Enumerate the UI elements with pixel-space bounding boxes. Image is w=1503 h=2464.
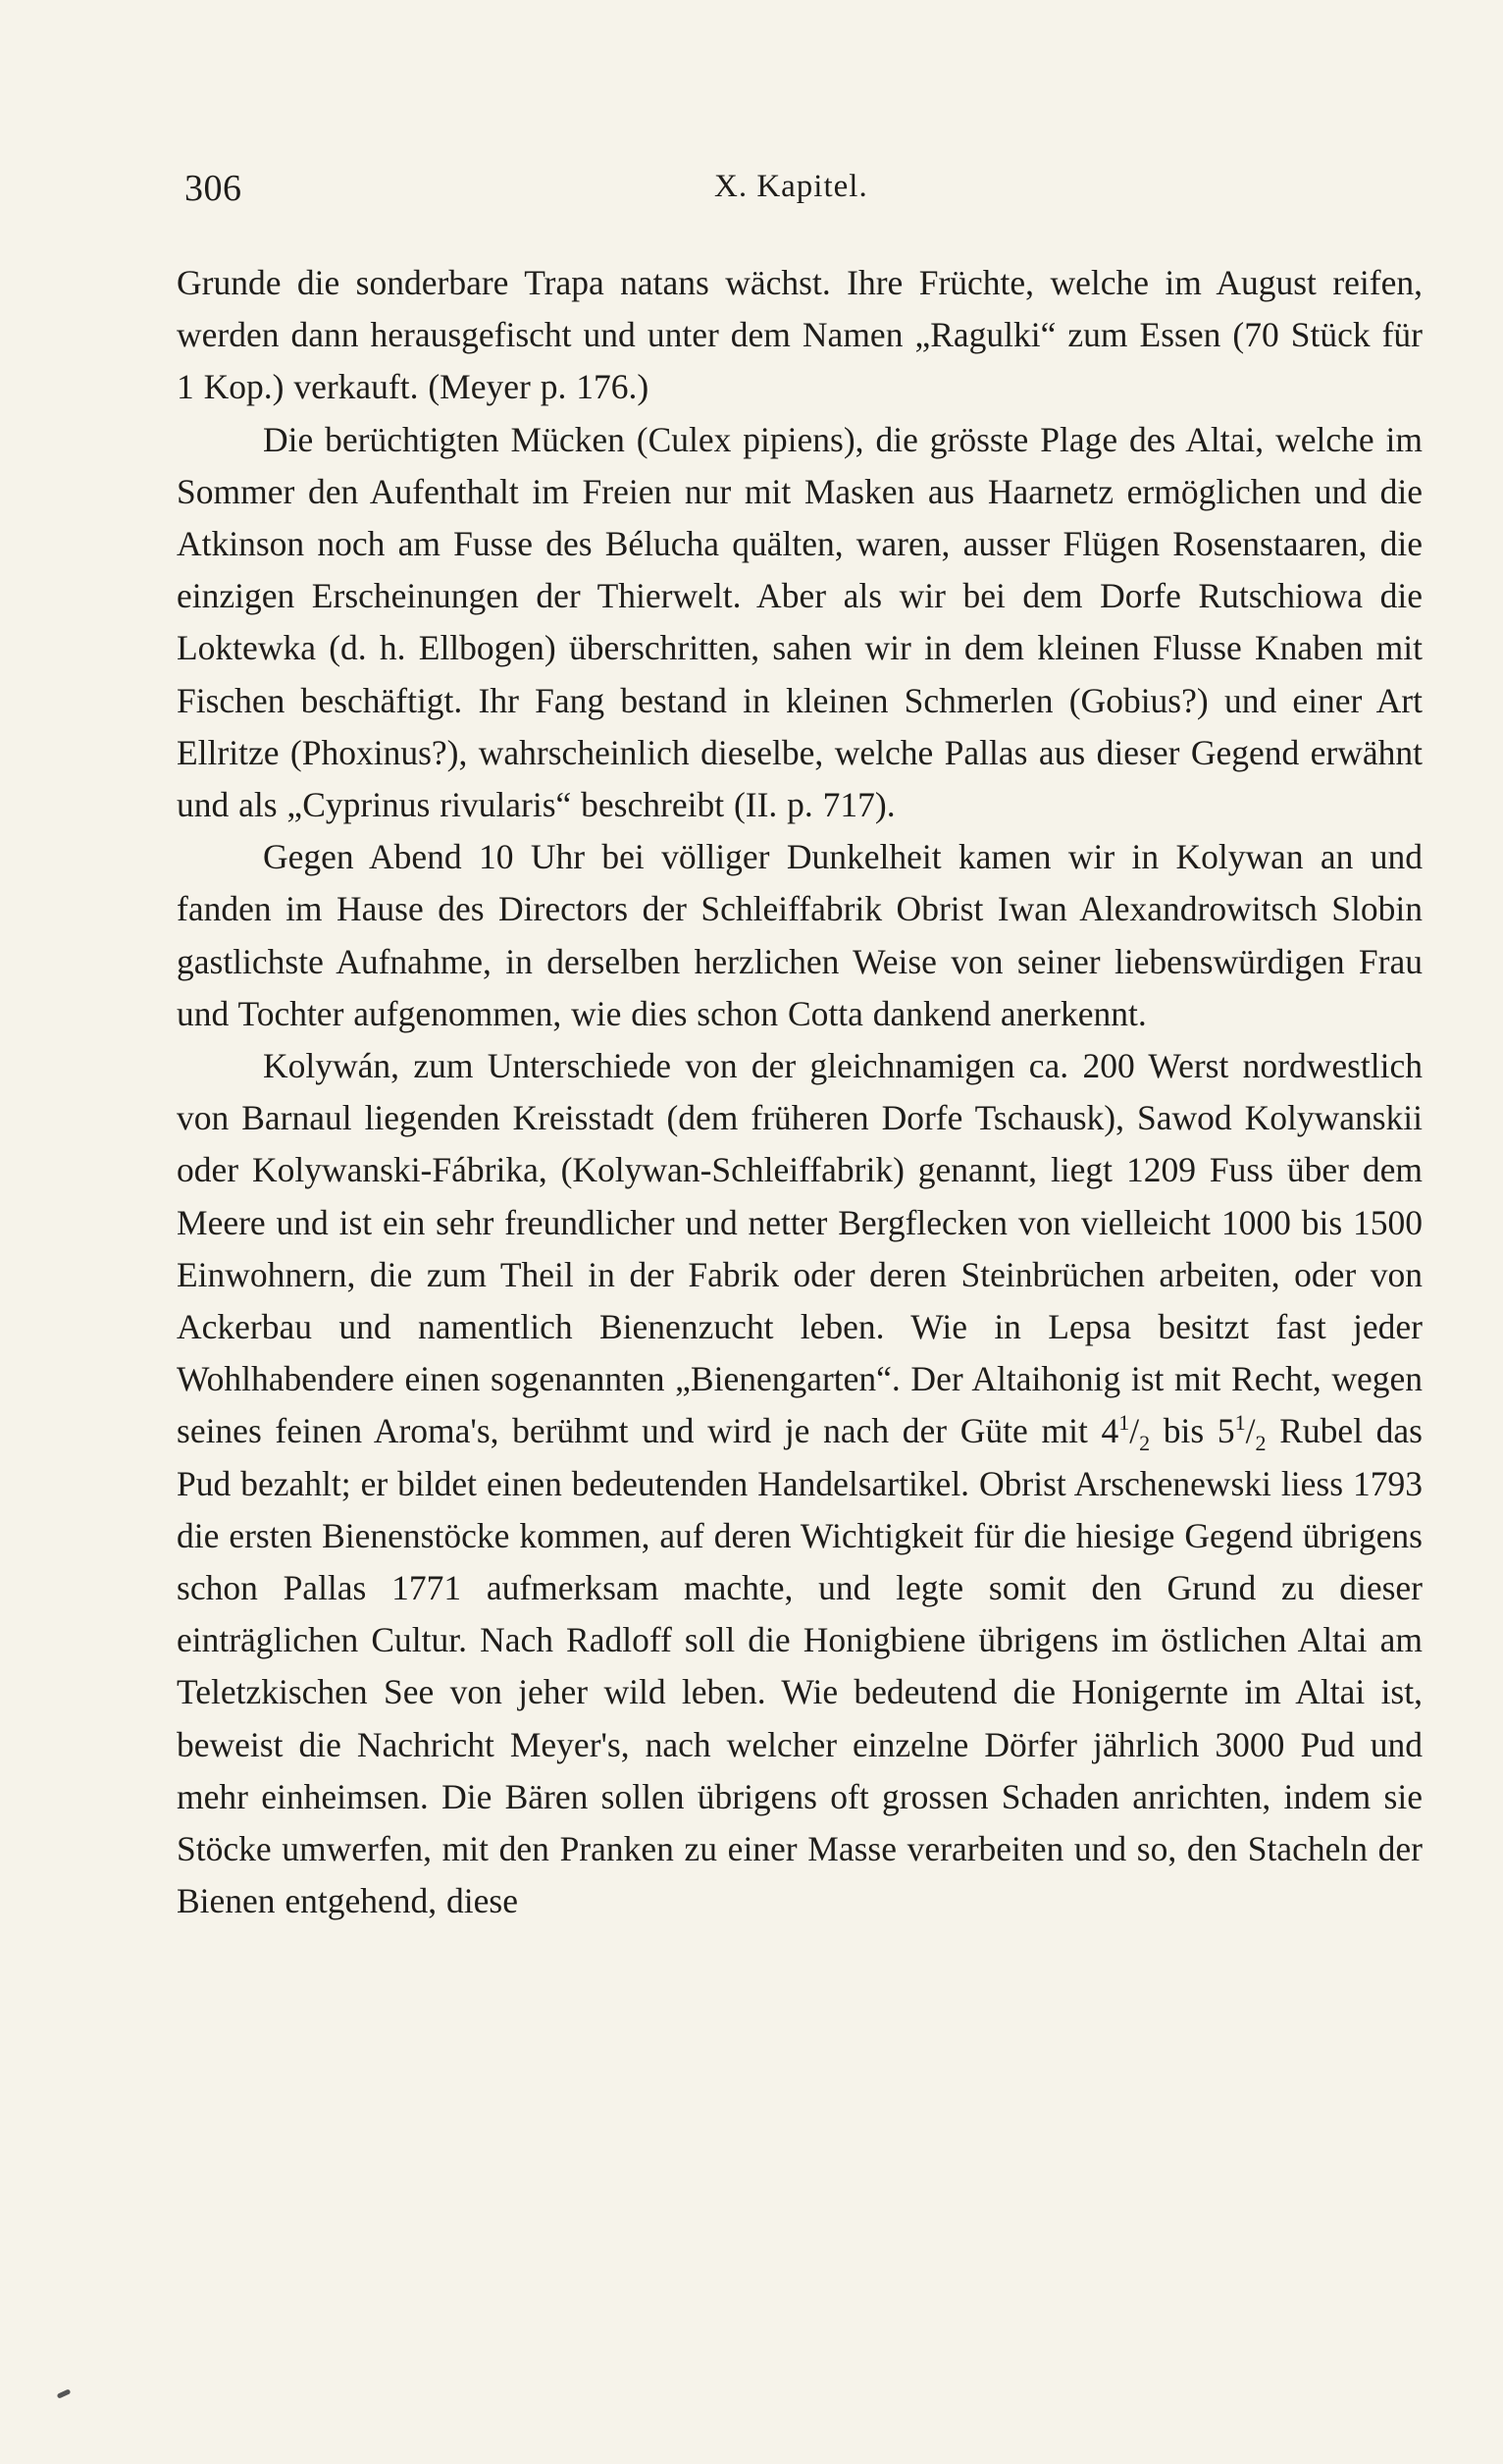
paragraph-4-text-c: Rubel das Pud bezahlt; er bildet einen bedeutenden Handelsartikel. Obrist Arschenewski liess 1793 die ersten Bienenstöcke kommen, auf deren Wichtigkeit für die hiesige Gegend übrigens schon Pallas 1771 aufmerksam machte, und legte somit den Grund zu dieser einträglichen Cultur. Nach Radloff soll die Honigbiene übrigens im östlichen Altai am Teletzkischen See von jeher wild leben. Wie bedeutend die Honigernte im Altai ist, beweist die Nachricht Meyer's, nach welcher einzelne Dörfer jährlich 3000 Pud und mehr einheimsen. Die Bären sollen übrigens oft grossen Schaden anrichten, indem sie Stöcke umwerfen, mit den Pranken zu einer Masse verarbeiten und so, den Stacheln der Bienen entgehend, diese — [177, 1411, 1423, 1921]
paragraph-4-text-a: Kolywán, zum Unterschiede von der gleichnamigen ca. 200 Werst nordwestlich von Barnaul liegenden Kreisstadt (dem früheren Dorfe Tschausk), Sawod Kolywanskii oder Kolywanski-Fábrika, (Kolywan-Schleiffabrik) genannt, liegt 1209 Fuss über dem Meere und ist ein sehr freundlicher und netter Bergflecken von vielleicht 1000 bis 1500 Einwohnern, die zum Theil in der Fabrik oder deren Steinbrüchen arbeiten, oder von Ackerbau und namentlich Bienenzucht leben. Wie in Lepsa besitzt fast jeder Wohlhabendere einen sogenannten „Bienengarten“. Der Altaihonig ist mit Recht, wegen seines feinen Aroma's, berühmt und wird je nach der Güte mit 4 — [177, 1046, 1423, 1451]
page-header — [184, 167, 1423, 216]
paragraph-4: Kolywán, zum Unterschiede von der gleichnamigen ca. 200 Werst nordwestlich von Barnaul liegenden Kreisstadt (dem früheren Dorfe Tschausk), Sawod Kolywanskii oder Kolywanski-Fábrika, (Kolywan-Schleiffabrik) genannt, liegt 1209 Fuss über dem Meere und ist ein sehr freundlicher und netter Bergflecken von vielleicht 1000 bis 1500 Einwohnern, die zum Theil in der Fabrik oder deren Steinbrüchen arbeiten, oder von Ackerbau und namentlich Bienenzucht leben. Wie in Lepsa besitzt fast jeder Wohlhabendere einen sogenannten „Bienengarten“. Der Altaihonig ist mit Recht, wegen seines feinen Aroma's, berühmt und wird je nach der Güte mit $4^1/_2$ bis $5^1/_2$ Rubel das Pud bezahlt; er bildet einen bedeutenden Handelsartikel. Obrist Arschenewski liess 1793 die ersten Bienenstöcke kommen, auf deren Wichtigkeit für die hiesige Gegend übrigens schon Pallas 1771 aufmerksam machte, und legte somit den Grund zu dieser einträglichen Cultur. Nach Radloff soll die Honigbiene übrigens im östlichen Altai am Teletzkischen See von jeher wild leben. Wie bedeutend die Honigernte im Altai ist, beweist die Nachricht Meyer's, nach welcher einzelne Dörfer jährlich 3000 Pud und mehr einheimsen. Die Bären sollen übrigens oft grossen Schaden anrichten, indem sie Stöcke umwerfen, mit den Pranken zu einer Masse verarbeiten und so, den Stacheln der Bienen entgehend, diese — [177, 1046, 1423, 1921]
fraction-1-denominator: 2 — [1139, 1431, 1151, 1456]
paragraph-2: Die berüchtigten Mücken (Culex pipiens), die grösste Plage des Altai, welche im Sommer den Aufenthalt im Freien nur mit Masken aus Haarnetz ermöglichen und die Atkinson noch am Fusse des Bélucha quälten, waren, ausser Flügen Rosenstaaren, die einzigen Erscheinungen der Thierwelt. Aber als wir bei dem Dorfe Rutschiowa die Loktewka (d. h. Ellbogen) überschritten, sahen wir in dem kleinen Flusse Knaben mit Fischen beschäftigt. Ihr Fang bestand in kleinen Schmerlen (Gobius?) und einer Art Ellritze (Phoxinus?), wahrscheinlich dieselbe, welche Pallas aus dieser Gegend erwähnt und als „Cyprinus rivularis“ beschreibt (II. p. 717). — [177, 419, 1423, 825]
fraction-1-numerator: 1 — [1118, 1410, 1130, 1436]
page-number: 306 — [184, 168, 242, 209]
paragraph-1: Grunde die sonderbare Trapa natans wächst. Ihre Früchte, welche im August reifen, werden dann herausgefischt und unter dem Namen „Ragulki“ zum Essen (70 Stück für 1 Kop.) verkauft. (Meyer p. 176.) — [177, 263, 1423, 407]
ink-mark — [57, 2388, 72, 2398]
body-text — [177, 257, 1423, 1928]
paragraph-4-text-b: bis 5 — [1150, 1411, 1235, 1451]
running-head: X. Kapitel. — [714, 169, 868, 204]
fraction-2-denominator: 2 — [1255, 1431, 1267, 1456]
paragraph-3: Gegen Abend 10 Uhr bei völliger Dunkelheit kamen wir in Kolywan an und fanden im Hause des Directors der Schleiffabrik Obrist Iwan Alexandrowitsch Slobin gastlichste Aufnahme, in derselben herzlichen Weise von seiner liebenswürdigen Frau und Tochter aufgenommen, wie dies schon Cotta dankend anerkennt. — [177, 837, 1423, 1033]
fraction-2-numerator: 1 — [1234, 1410, 1246, 1436]
